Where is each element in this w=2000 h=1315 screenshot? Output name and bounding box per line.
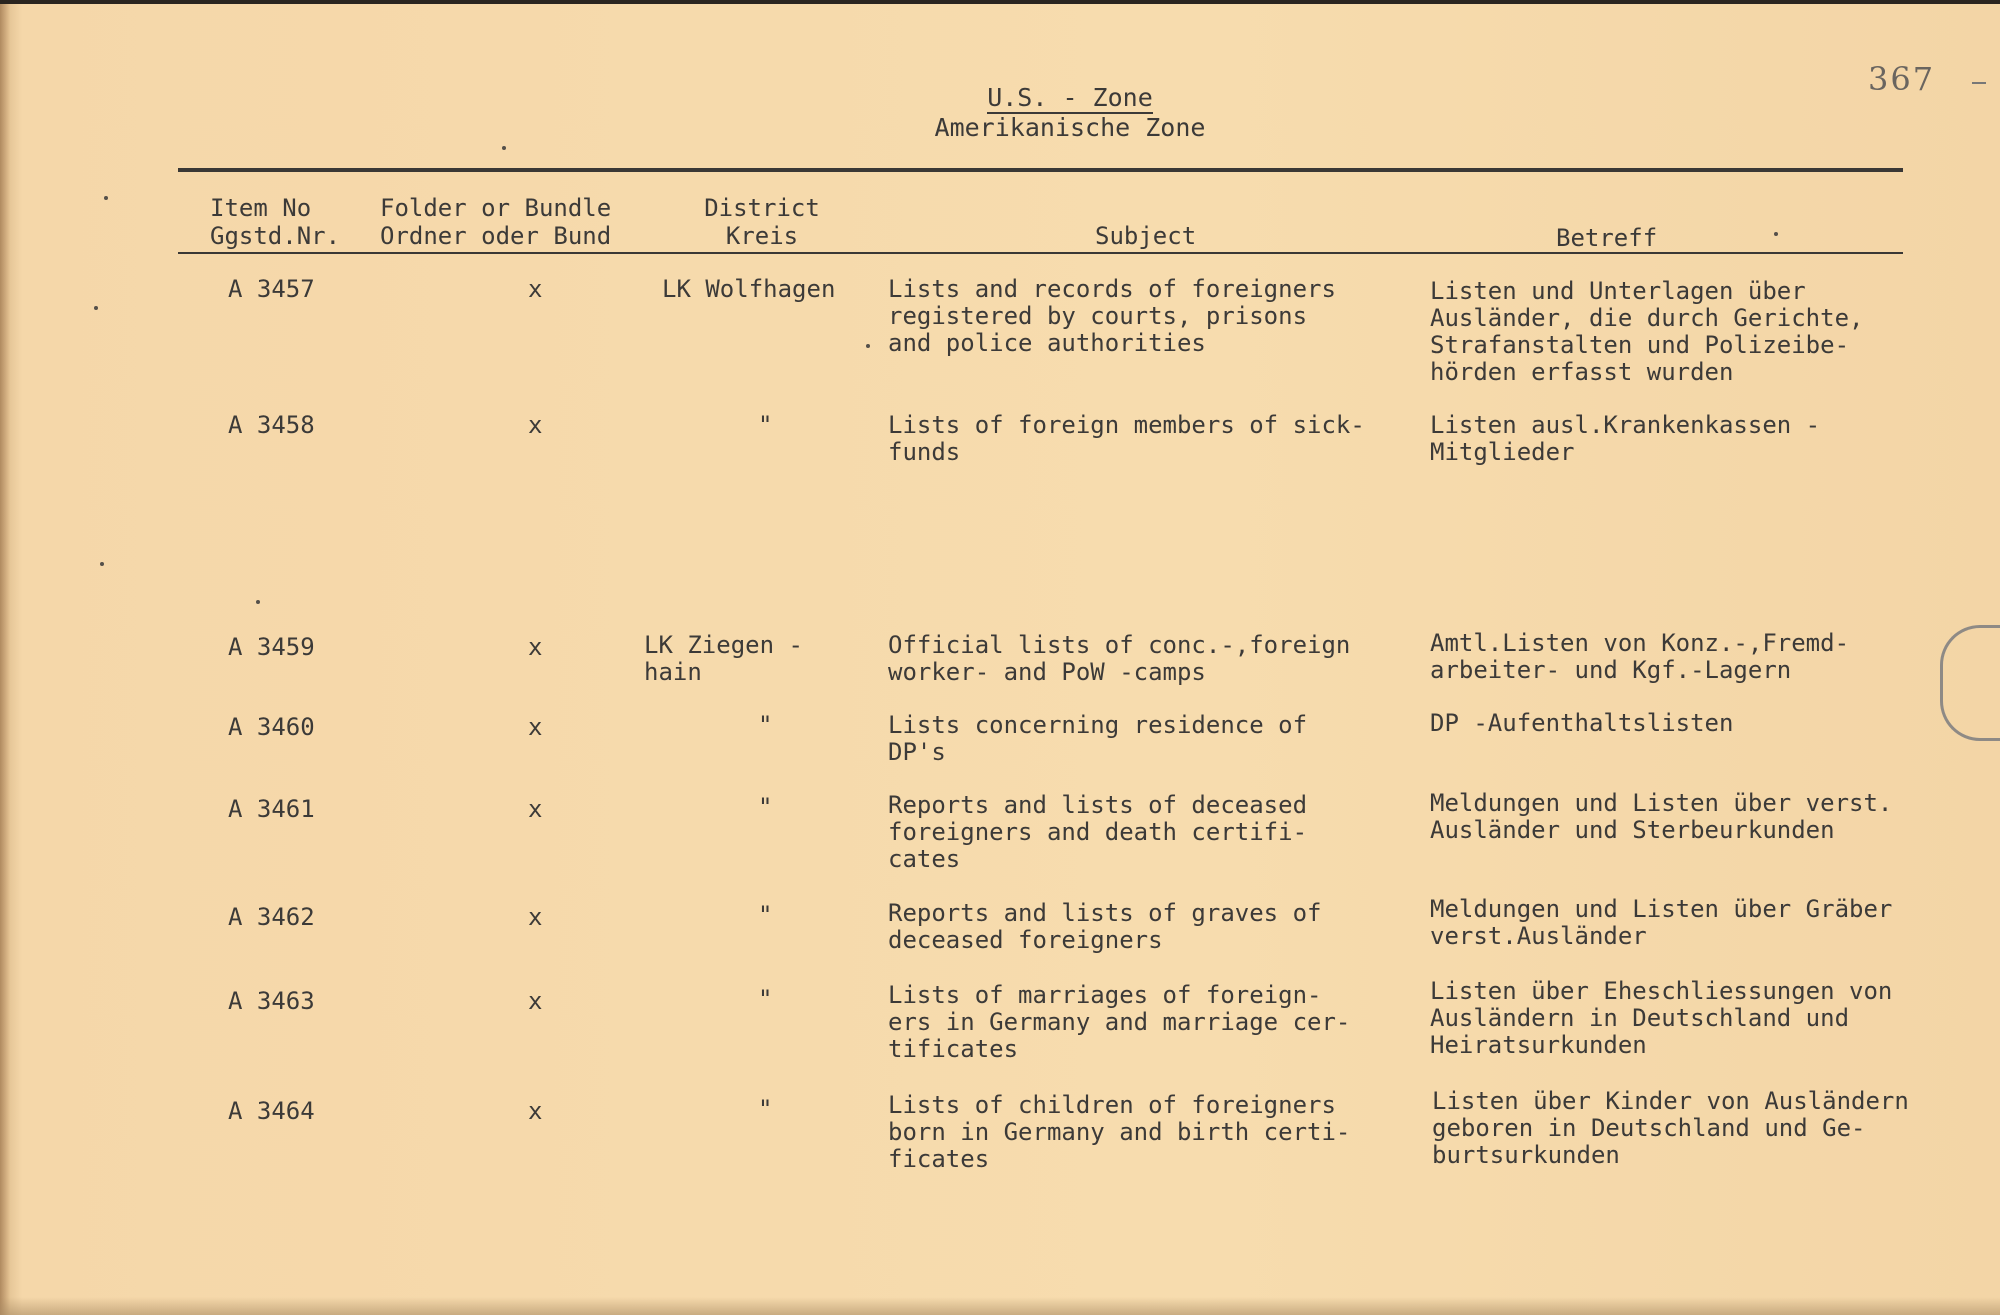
paper-speck bbox=[256, 600, 260, 604]
row-folder-3461: x bbox=[528, 795, 543, 823]
row-district-3458: " bbox=[758, 411, 773, 439]
paper-speck bbox=[94, 306, 98, 310]
paper-speck bbox=[502, 146, 506, 150]
header-folder bbox=[380, 194, 611, 250]
row-item-3463: A 3463 bbox=[228, 987, 315, 1015]
header-folder-en: Folder or Bundle bbox=[380, 194, 612, 222]
header-district bbox=[692, 194, 832, 250]
row-district-3460: " bbox=[758, 711, 773, 739]
row-betreff-3458: Listen ausl.Krankenkassen - Mitglieder bbox=[1430, 411, 1821, 466]
header-district-en: District bbox=[704, 194, 820, 222]
header-betreff: Betreff bbox=[1556, 224, 1658, 252]
row-item-3464: A 3464 bbox=[228, 1097, 315, 1125]
row-subject-3463: Lists of marriages of foreign- ers in Germany and marriage cer- tificates bbox=[888, 981, 1351, 1063]
header-item-de: Ggstd.Nr. bbox=[210, 222, 341, 250]
zone-subtitle: Amerikanische Zone bbox=[934, 113, 1206, 142]
page-left-edge bbox=[0, 0, 10, 1315]
row-item-3457: A 3457 bbox=[228, 275, 315, 303]
row-folder-3464: x bbox=[528, 1097, 543, 1125]
page-bottom-shade bbox=[0, 1297, 2000, 1315]
row-betreff-3457: Listen und Unterlagen über Ausländer, die durch Gerichte, Strafanstalten und Polizeibe- hörden erfasst wurden bbox=[1430, 277, 1864, 386]
row-district-3464: " bbox=[758, 1095, 773, 1123]
row-district-3457: LK Wolfhagen bbox=[662, 275, 836, 303]
header-folder-de: Ordner oder Bund bbox=[380, 222, 612, 250]
paper-speck bbox=[104, 196, 108, 200]
row-betreff-3462: Meldungen und Listen über Gräber verst.Ausländer bbox=[1430, 895, 1893, 950]
paper-speck bbox=[866, 344, 870, 348]
row-subject-3461: Reports and lists of deceased foreigners and death certifi- cates bbox=[888, 791, 1308, 873]
header-bottom-rule bbox=[178, 252, 1903, 254]
title-block bbox=[900, 84, 1240, 142]
row-betreff-3464: Listen über Kinder von Ausländern geboren in Deutschland und Ge- burtsurkunden bbox=[1432, 1087, 1909, 1169]
row-item-3458: A 3458 bbox=[228, 411, 315, 439]
row-betreff-3461: Meldungen und Listen über verst. Ausländer und Sterbeurkunden bbox=[1430, 789, 1893, 844]
row-subject-3458: Lists of foreign members of sick- funds bbox=[888, 411, 1365, 466]
row-district-3459: LK Ziegen - hain bbox=[644, 631, 803, 686]
row-subject-3459: Official lists of conc.-,foreign worker- and PoW -camps bbox=[888, 631, 1351, 686]
row-subject-3462: Reports and lists of graves of deceased foreigners bbox=[888, 899, 1322, 954]
row-item-3460: A 3460 bbox=[228, 713, 315, 741]
row-district-3461: " bbox=[758, 793, 773, 821]
zone-title: U.S. - Zone bbox=[987, 83, 1153, 112]
row-betreff-3460: DP -Aufenthaltslisten bbox=[1430, 709, 1734, 737]
page-number: 367 bbox=[1868, 60, 1936, 98]
row-folder-3458: x bbox=[528, 411, 543, 439]
margin-dash-mark bbox=[1972, 82, 1986, 84]
paper-speck bbox=[100, 562, 104, 566]
paper-clip bbox=[1940, 625, 2000, 741]
row-folder-3459: x bbox=[528, 633, 543, 661]
row-subject-3464: Lists of children of foreigners born in Germany and birth certi- ficates bbox=[888, 1091, 1351, 1173]
header-district-de: Kreis bbox=[725, 222, 799, 250]
row-folder-3463: x bbox=[528, 987, 543, 1015]
row-betreff-3463: Listen über Eheschliessungen von Ausländern in Deutschland und Heiratsurkunden bbox=[1430, 977, 1893, 1059]
row-district-3462: " bbox=[758, 901, 773, 929]
header-subject: Subject bbox=[1095, 222, 1197, 250]
paper-speck bbox=[1774, 232, 1778, 236]
row-subject-3460: Lists concerning residence of DP's bbox=[888, 711, 1308, 766]
header-top-rule bbox=[178, 168, 1903, 172]
row-folder-3462: x bbox=[528, 903, 543, 931]
row-subject-3457: Lists and records of foreigners registered by courts, prisons and police authorities bbox=[888, 275, 1336, 357]
row-item-3459: A 3459 bbox=[228, 633, 315, 661]
row-folder-3460: x bbox=[528, 713, 543, 741]
row-item-3461: A 3461 bbox=[228, 795, 315, 823]
row-item-3462: A 3462 bbox=[228, 903, 315, 931]
page-top-edge bbox=[0, 0, 2000, 4]
header-item-no bbox=[210, 194, 340, 250]
row-district-3463: " bbox=[758, 985, 773, 1013]
row-folder-3457: x bbox=[528, 275, 543, 303]
row-betreff-3459: Amtl.Listen von Konz.-,Fremd- arbeiter- und Kgf.-Lagern bbox=[1430, 629, 1850, 684]
header-item-en: Item No bbox=[210, 194, 312, 222]
